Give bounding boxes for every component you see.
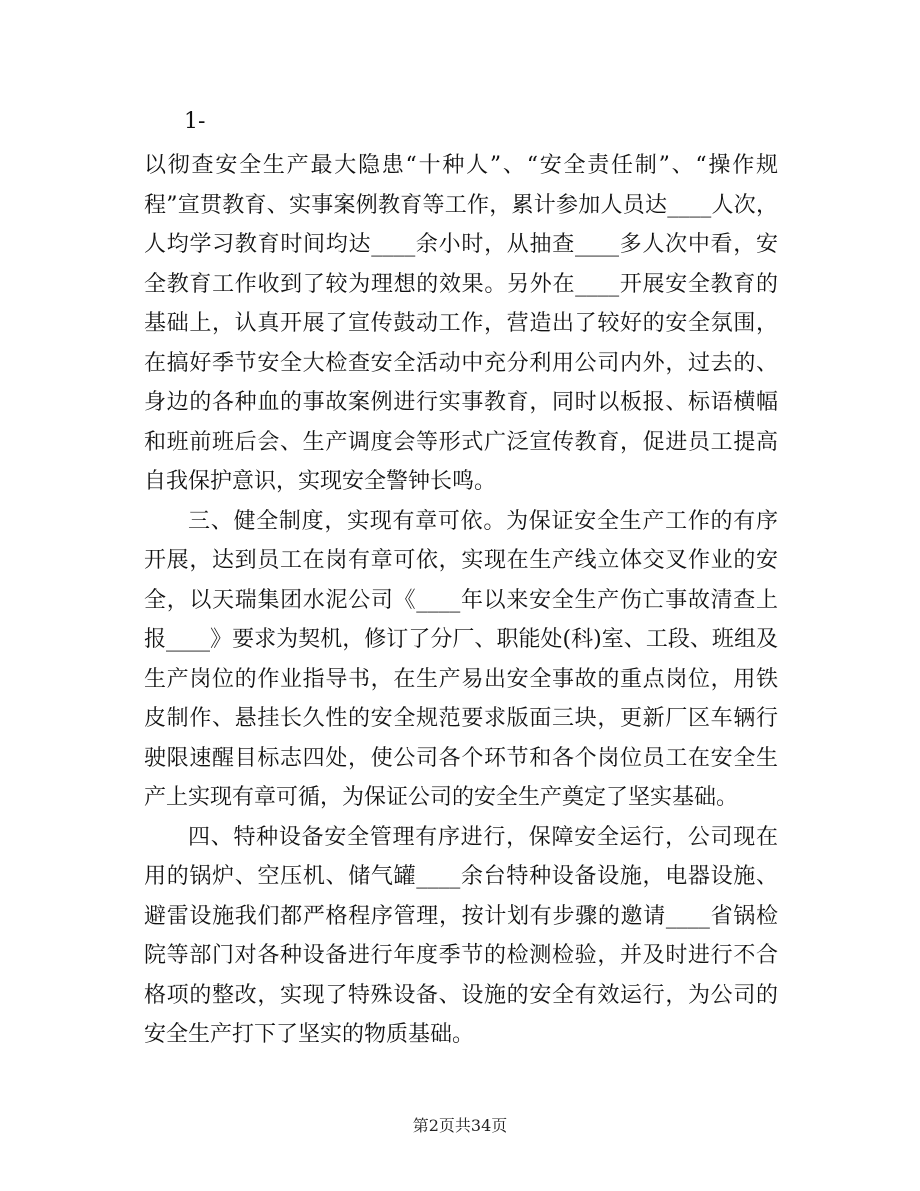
page-footer: 第2页共34页 bbox=[412, 1116, 508, 1135]
paragraph-2: 三、健全制度，实现有章可依。为保证安全生产工作的有序开展，达到员工在岗有章可依，实现在生产线立体交叉作业的安全，以天瑞集团水泥公司《____年以来安全生产伤亡事故清查上报____》要求为契机，修订了分厂、职能处(科)室、工段、班组及生产岗位的作业指导书，在生产易出安全事故的重点岗位，用铁皮制作、悬挂长久性的安全规范要求版面三块，更新厂区车辆行驶限速醒目标志四处，使公司各个环节和各个岗位员工在安全生产上实现有章可循，为保证公司的安全生产奠定了坚实基础。 bbox=[144, 508, 778, 810]
paragraph-3: 四、特种设备安全管理有序进行，保障安全运行，公司现在用的锅炉、空压机、储气罐____余台特种设备设施，电器设施、避雷设施我们都严格程序管理，按计划有步骤的邀请____省锅检院等部门对各种设备进行年度季节的检测检验，并及时进行不合格项的整改，实现了特殊设备、设施的安全有效运行，为公司的安全生产打下了坚实的物质基础。 bbox=[144, 824, 778, 1047]
section-marker: 1- bbox=[184, 109, 206, 134]
paragraph-1: 以彻查安全生产最大隐患“十种人”、“安全责任制”、“操作规程”宣贯教育、实事案例教育等工作，累计参加人员达____人次，人均学习教育时间均达____余小时，从抽查____多人次中看，安全教育工作收到了较为理想的效果。另外在____开展安全教育的基础上，认真开展了宣传鼓动工作，营造出了较好的安全氛围，在搞好季节安全大检查安全活动中充分利用公司内外，过去的、身边的各种血的事故案例进行实事教育，同时以板报、标语横幅和班前班后会、生产调度会等形式广泛宣传教育，促进员工提高自我保护意识，实现安全警钟长鸣。 bbox=[144, 153, 778, 494]
document-body bbox=[144, 146, 778, 1055]
